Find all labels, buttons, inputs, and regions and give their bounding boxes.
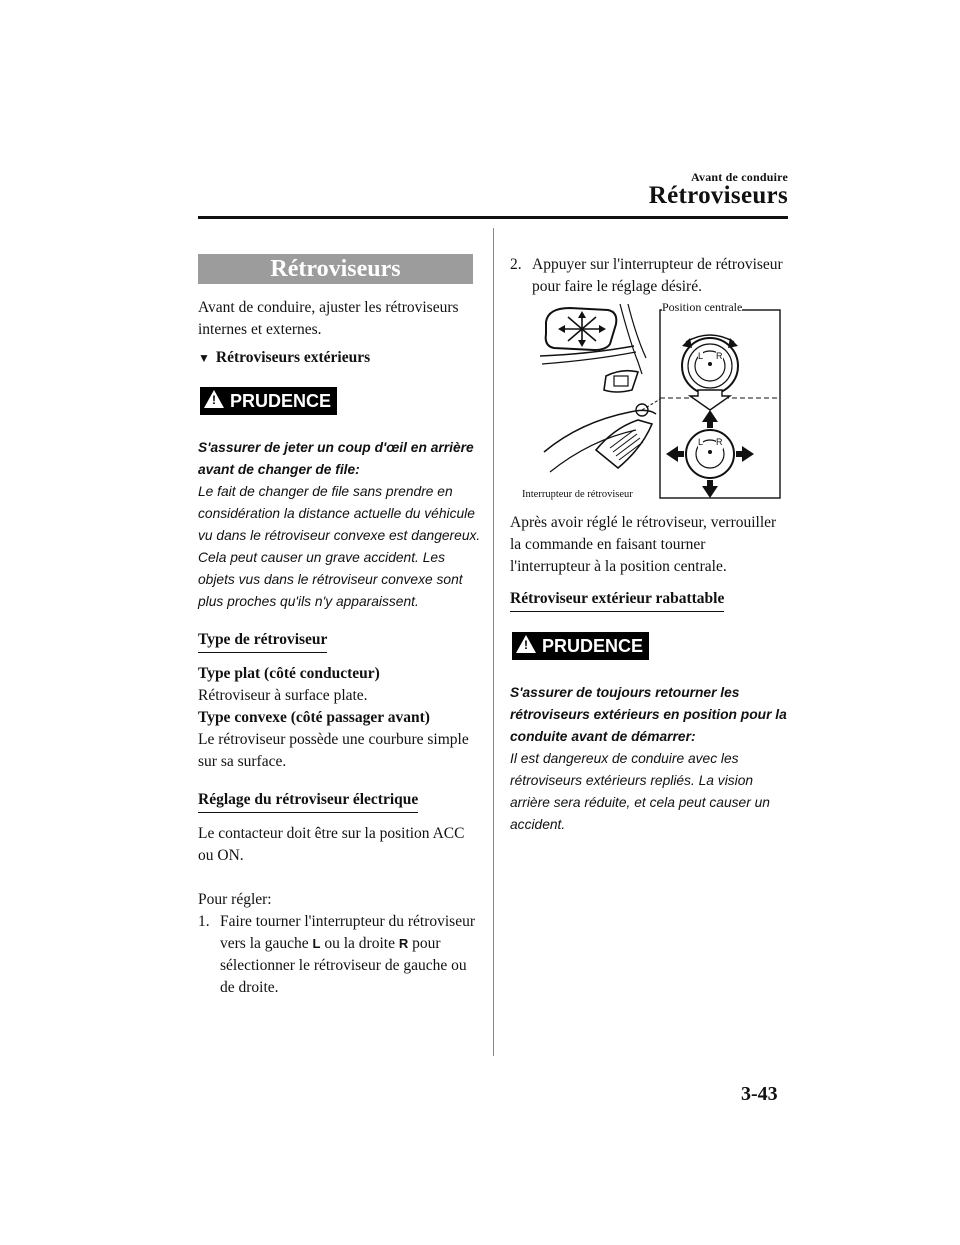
flat-type-title: Type plat (côté conducteur) bbox=[198, 665, 380, 682]
warning-icon-2: ! bbox=[516, 635, 536, 653]
column-divider bbox=[493, 228, 494, 1056]
triangle-down-icon: ▼ bbox=[198, 351, 210, 365]
step-1-text-a: Faire tourner l'interrupteur du rétroviseur vers la gauche bbox=[220, 913, 476, 952]
mirror-switch-drawing bbox=[510, 302, 788, 502]
subsection-heading bbox=[198, 349, 476, 367]
knob-left-letter-lower: L bbox=[698, 437, 704, 447]
step-2-number: 2. bbox=[510, 256, 522, 273]
warning-body: Le fait de changer de file sans prendre en considération la distance actuelle du véhicule vu dans le rétroviseur convexe est dangereux. Cela peut causer un grave accident. Les objets vus dans le rétroviseur convexe sont plus proches qu'ils n'y apparaissent. bbox=[198, 484, 481, 609]
warning-body-2: Il est dangereux de conduire avec les rétroviseurs extérieurs repliés. La vision arrière sera réduite, et cela peut causer un accident. bbox=[510, 751, 770, 832]
page-number: 3-43 bbox=[741, 1083, 778, 1105]
electric-adjust-heading: Réglage du rétroviseur électrique bbox=[198, 789, 418, 813]
warning-block-2 bbox=[510, 682, 795, 836]
warning-title: S'assurer de jeter un coup d'œil en arrière avant de changer de file: bbox=[198, 440, 474, 477]
intro-text: Avant de conduire, ajuster les rétroviseurs internes et externes. bbox=[198, 299, 459, 338]
right-column bbox=[510, 254, 788, 836]
step-1 bbox=[198, 911, 476, 999]
left-column bbox=[198, 254, 481, 999]
after-adjust-text: Après avoir réglé le rétroviseur, verrouiller la commande en faisant tourner l'interrupteur à la position centrale. bbox=[510, 514, 777, 575]
knob-right-letter: R bbox=[716, 351, 723, 361]
left-letter-icon: L bbox=[312, 936, 321, 951]
knob-left-letter: L bbox=[698, 351, 704, 361]
step-1-text-b: ou la droite bbox=[324, 935, 395, 952]
folding-mirror-heading: Rétroviseur extérieur rabattable bbox=[510, 588, 724, 612]
to-adjust-label: Pour régler: bbox=[198, 891, 272, 908]
prudence-badge bbox=[200, 387, 337, 415]
flat-type-body: Rétroviseur à surface plate. bbox=[198, 687, 368, 704]
chapter-title: Avant de conduire bbox=[691, 170, 788, 184]
knob-right-letter-lower: R bbox=[716, 437, 723, 447]
page-title: Rétroviseurs bbox=[648, 182, 788, 209]
step-2-text: Appuyer sur l'interrupteur de rétroviseur pour faire le réglage désiré. bbox=[532, 256, 783, 295]
convex-type-title: Type convexe (côté passager avant) bbox=[198, 709, 430, 726]
header-rule bbox=[198, 216, 788, 219]
mirror-type-heading: Type de rétroviseur bbox=[198, 629, 327, 653]
subsection-label: Rétroviseurs extérieurs bbox=[215, 349, 371, 366]
step-2 bbox=[510, 254, 788, 298]
convex-type-body: Le rétroviseur possède une courbure simple sur sa surface. bbox=[198, 731, 469, 770]
warning-icon: ! bbox=[204, 390, 224, 408]
mirror-switch-illustration bbox=[510, 302, 788, 502]
center-position-label: Position centrale bbox=[662, 300, 743, 314]
warning-block bbox=[198, 437, 483, 613]
warning-title-2: S'assurer de toujours retourner les rétroviseurs extérieurs en position pour la conduite avant de démarrer: bbox=[510, 685, 787, 744]
step-1-text-c: pour sélectionner le rétroviseur de gauche ou de droite. bbox=[220, 935, 467, 996]
step-1-number: 1. bbox=[198, 913, 210, 930]
prudence-badge-2 bbox=[512, 632, 649, 660]
electric-adjust-body: Le contacteur doit être sur la position ACC ou ON. bbox=[198, 825, 465, 864]
prudence-label: PRUDENCE bbox=[230, 391, 332, 411]
section-banner: Rétroviseurs bbox=[198, 254, 473, 284]
prudence-label-2: PRUDENCE bbox=[542, 636, 644, 656]
right-letter-icon: R bbox=[398, 936, 409, 951]
mirror-switch-label: Interrupteur de rétroviseur bbox=[522, 489, 633, 500]
